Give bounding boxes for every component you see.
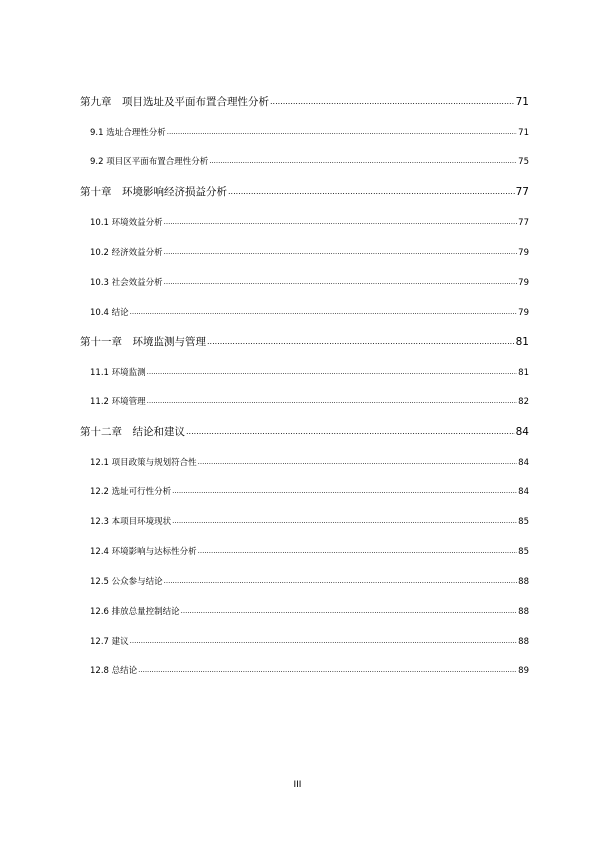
- toc-entry-label: 9.2 项目区平面布置合理性分析: [90, 157, 209, 167]
- toc-entry-label: 12.4 环境影响与达标性分析: [90, 547, 197, 557]
- toc-entry-chapter-12[interactable]: [80, 424, 529, 439]
- toc-leader-dots: [164, 218, 518, 226]
- toc-entry-page: 77: [515, 186, 529, 198]
- toc-leader-dots: [172, 487, 517, 495]
- toc-entry-label: 10.2 经济效益分析: [90, 248, 163, 258]
- toc-entry-page: 75: [518, 157, 529, 167]
- toc-entry-section-10-1[interactable]: [90, 216, 529, 228]
- toc-leader-dots: [164, 278, 518, 286]
- toc-leader-dots: [198, 547, 518, 555]
- toc-entry-section-12-3[interactable]: [90, 515, 529, 527]
- toc-leader-dots: [130, 308, 518, 316]
- toc-entry-label: 12.3 本项目环境现状: [90, 517, 172, 527]
- toc-entry-section-9-2[interactable]: [90, 155, 529, 167]
- toc-entry-section-12-1[interactable]: [90, 456, 529, 468]
- toc-entry-page: 88: [518, 577, 529, 587]
- toc-entry-page: 71: [518, 128, 529, 138]
- toc-entry-label: 12.8 总结论: [90, 666, 138, 676]
- toc-entry-label: 第十章 环境影响经济损益分析: [80, 186, 227, 198]
- toc-entry-section-12-7[interactable]: [90, 635, 529, 647]
- toc-entry-page: 79: [518, 308, 529, 318]
- toc-entry-label: 11.1 环境监测: [90, 368, 146, 378]
- toc-entry-label: 第十一章 环境监测与管理: [80, 336, 206, 348]
- toc-leader-dots: [130, 637, 518, 645]
- toc-entry-page: 85: [518, 547, 529, 557]
- toc-leader-dots: [147, 397, 518, 405]
- toc-leader-dots: [207, 337, 515, 346]
- toc-entry-page: 71: [515, 96, 529, 108]
- toc-entry-label: 10.1 环境效益分析: [90, 218, 163, 228]
- toc-entry-chapter-11[interactable]: [80, 334, 529, 349]
- toc-entry-section-10-4[interactable]: [90, 306, 529, 318]
- toc-entry-label: 第九章 项目选址及平面布置合理性分析: [80, 96, 269, 108]
- toc-entry-page: 77: [518, 218, 529, 228]
- toc-entry-chapter-10[interactable]: [80, 184, 529, 199]
- toc-entry-page: 88: [518, 637, 529, 647]
- toc-leader-dots: [172, 517, 517, 525]
- toc-entry-page: 84: [518, 458, 529, 468]
- toc-entry-page: 81: [518, 368, 529, 378]
- toc-leader-dots: [209, 157, 517, 165]
- toc-entry-page: 82: [518, 397, 529, 407]
- toc-leader-dots: [147, 368, 518, 376]
- toc-entry-page: 88: [518, 607, 529, 617]
- toc-entry-page: 84: [518, 487, 529, 497]
- toc-leader-dots: [167, 128, 517, 136]
- toc-entry-page: 79: [518, 278, 529, 288]
- toc-entry-section-9-1[interactable]: [90, 126, 529, 138]
- toc-entry-section-11-2[interactable]: [90, 395, 529, 407]
- toc-entry-page: 89: [518, 666, 529, 676]
- toc-entry-section-12-8[interactable]: [90, 664, 529, 676]
- toc-leader-dots: [164, 577, 518, 585]
- toc-leader-dots: [181, 607, 518, 615]
- toc-entry-chapter-9[interactable]: [80, 94, 529, 109]
- toc-entry-section-10-2[interactable]: [90, 246, 529, 258]
- toc-entry-section-11-1[interactable]: [90, 366, 529, 378]
- toc-entry-section-12-4[interactable]: [90, 545, 529, 557]
- toc-entry-page: 81: [515, 336, 529, 348]
- toc-entry-label: 9.1 选址合理性分析: [90, 128, 166, 138]
- toc-entry-section-12-6[interactable]: [90, 605, 529, 617]
- toc-entry-page: 85: [518, 517, 529, 527]
- toc-leader-dots: [186, 427, 515, 436]
- toc-entry-label: 10.4 结论: [90, 308, 129, 318]
- toc-leader-dots: [270, 97, 515, 106]
- toc-leader-dots: [228, 187, 515, 196]
- toc-entry-label: 10.3 社会效益分析: [90, 278, 163, 288]
- toc-entry-page: 79: [518, 248, 529, 258]
- toc-entry-label: 11.2 环境管理: [90, 397, 146, 407]
- toc-entry-page: 84: [515, 426, 529, 438]
- toc-entry-label: 12.7 建议: [90, 637, 129, 647]
- toc-entry-section-12-2[interactable]: [90, 485, 529, 497]
- toc-entry-label: 12.2 选址可行性分析: [90, 487, 172, 497]
- toc-entry-label: 第十二章 结论和建议: [80, 426, 185, 438]
- page-number-footer: III: [293, 779, 302, 790]
- toc-entry-section-12-5[interactable]: [90, 575, 529, 587]
- toc-entry-label: 12.5 公众参与结论: [90, 577, 163, 587]
- toc-leader-dots: [198, 458, 518, 466]
- toc-entry-section-10-3[interactable]: [90, 276, 529, 288]
- toc-entry-label: 12.1 项目政策与规划符合性: [90, 458, 197, 468]
- toc-leader-dots: [164, 248, 518, 256]
- toc-entry-label: 12.6 排放总量控制结论: [90, 607, 180, 617]
- toc-leader-dots: [138, 666, 517, 674]
